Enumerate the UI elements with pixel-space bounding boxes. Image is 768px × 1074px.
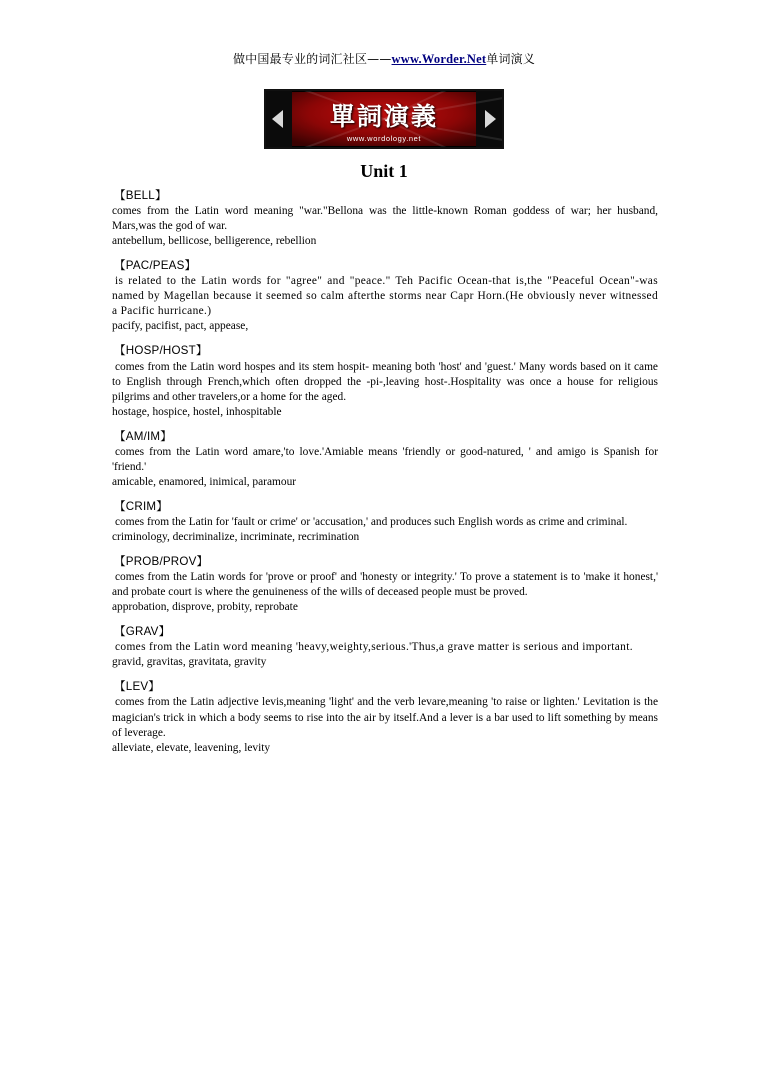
entry-words: gravid, gravitas, gravitata, gravity — [112, 656, 267, 669]
entry-words: criminology, decriminalize, incriminate, recrimination — [112, 531, 360, 544]
entry-definition: comes from the Latin word meaning 'heavy,weighty,serious.'Thus,a grave matter is serious and important. — [115, 641, 633, 654]
page-header — [0, 50, 768, 67]
header-chinese-prefix: 做中国最专业的词汇社区—— — [232, 52, 392, 66]
entry-head: 【PAC/PEAS】 — [114, 259, 197, 273]
entry-words: antebellum, bellicose, belligerence, rebellion — [112, 235, 317, 248]
entry-definition: is related to the Latin words for "agree" and "peace." Teh Pacific Ocean-that is,the "Peaceful Ocean"-was named by Magellan because it seemed so calm afterthe storms near Capr Horn.(He obviously never witnessed a Pacific hurricane.) — [112, 275, 658, 318]
entry-lev — [110, 679, 658, 755]
banner-container — [0, 89, 768, 149]
entry-words: pacify, pacifist, pact, appease, — [112, 320, 249, 333]
entry-head: 【AM/IM】 — [114, 429, 173, 443]
entry-head: 【PROB/PROV】 — [114, 555, 209, 569]
entry-words: alleviate, elevate, leavening, levity — [112, 741, 271, 754]
document-page — [0, 50, 768, 1074]
entry-prob-prov — [110, 554, 658, 615]
entry-words: hostage, hospice, hostel, inhospitable — [112, 405, 282, 418]
entry-definition: comes from the Latin for 'fault or crime' or 'accusation,' and produces such English words as crime and criminal. — [115, 515, 628, 528]
entry-head: 【CRIM】 — [114, 499, 169, 513]
entry-bell — [110, 188, 658, 249]
header-chinese-suffix: 单词演义 — [486, 52, 536, 66]
entry-definition: comes from the Latin word hospes and its stem hospit- meaning both 'host' and 'guest.' Many words based on it came to English through French,which often dropped the -pi-,leaving host-.Hospitality was once a house for religious pilgrims and other travelers,or a home for the aged. — [112, 360, 658, 403]
wordology-banner — [264, 89, 504, 149]
entry-head: 【GRAV】 — [114, 625, 171, 639]
banner-subtitle: www.wordology.net — [346, 134, 422, 143]
entry-definition: comes from the Latin adjective levis,meaning 'light' and the verb levare,meaning 'to raise or lighten.' Levitation is the magician's trick in which a body seems to rise into the air by itself.And a lever is a bar used to lift something by means of leverage. — [112, 696, 658, 739]
entry-definition: comes from the Latin words for 'prove or proof' and 'honesty or integrity.' To prove a statement is to 'make it honest,' and probate court is where the genuineness of the wills of deceased people must be proved. — [112, 571, 658, 599]
entry-crim — [110, 499, 658, 545]
entry-grav — [110, 624, 658, 670]
entry-words: approbation, disprove, probity, reprobate — [112, 601, 298, 614]
entry-words: amicable, enamored, inimical, paramour — [112, 475, 297, 488]
entry-head: 【LEV】 — [114, 680, 161, 694]
entry-definition: comes from the Latin word meaning "war."Bellona was the little-known Roman goddess of war; her husband, Mars,was the god of war. — [112, 205, 658, 233]
entry-head: 【HOSP/HOST】 — [114, 344, 208, 358]
unit-title: Unit 1 — [360, 161, 408, 181]
entry-hosp-host — [110, 343, 658, 419]
entry-am-im — [110, 429, 658, 490]
entry-definition: comes from the Latin word amare,'to love.'Amiable means 'friendly or good-natured, ' and amigo is Spanish for 'friend.' — [112, 445, 658, 473]
header-site-link[interactable]: www.Worder.Net — [391, 52, 487, 66]
entry-head: 【BELL】 — [114, 189, 167, 202]
entry-pac-peas — [110, 258, 658, 334]
entries-list — [0, 188, 768, 756]
banner-title: 單詞演義 — [329, 102, 438, 131]
